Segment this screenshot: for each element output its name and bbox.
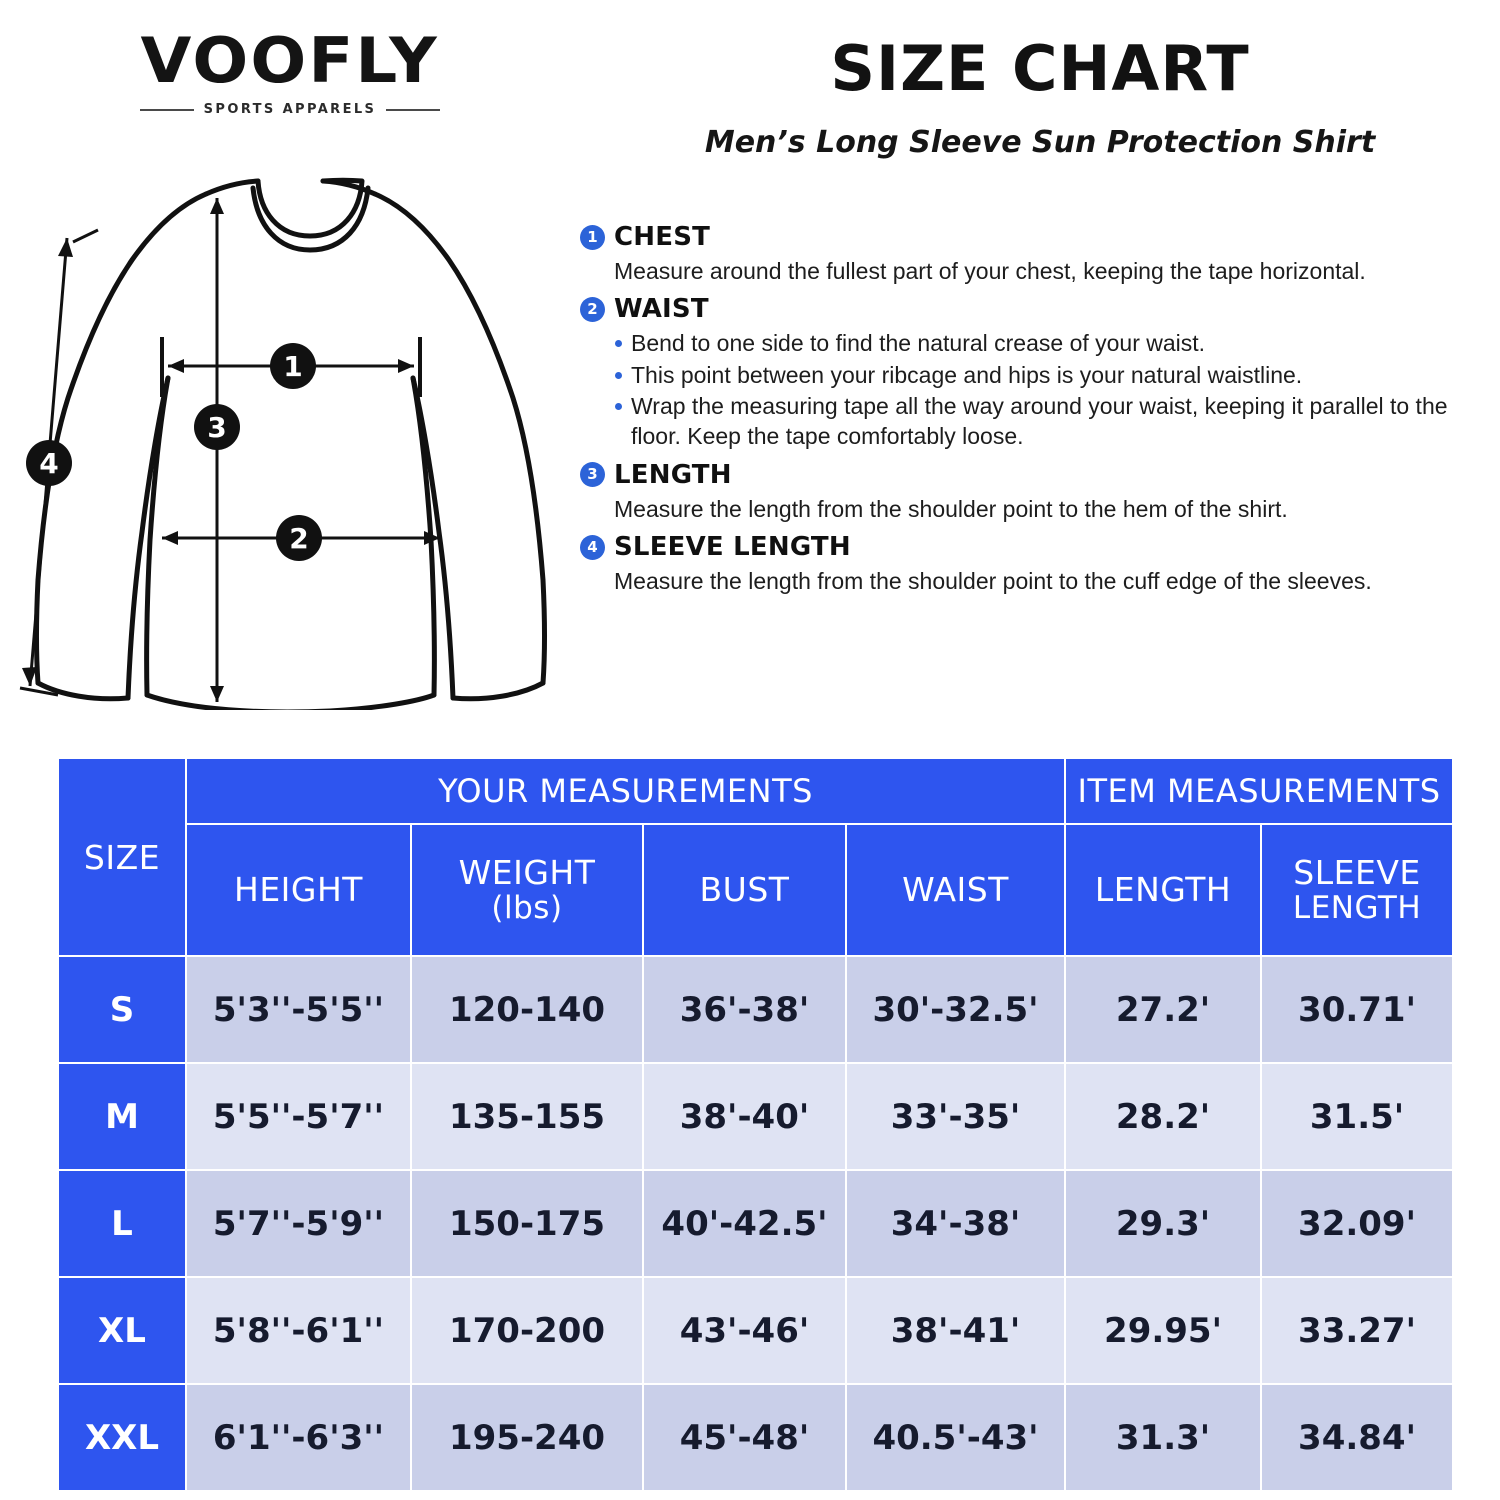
header-bust-label: BUST [699,869,790,909]
cell-size: XXL [58,1384,186,1491]
cell-length: 28.2' [1065,1063,1261,1170]
header-waist-label: WAIST [902,869,1009,909]
cell-size: L [58,1170,186,1277]
tagline-rule-right [386,109,440,111]
header-waist [846,824,1065,956]
cell-waist: 34'-38' [846,1170,1065,1277]
header-your-measurements: YOUR MEASUREMENTS [186,758,1065,824]
table-group-header-row [58,758,1453,824]
cell-sleeve-length: 30.71' [1261,956,1453,1063]
cell-waist: 38'-41' [846,1277,1065,1384]
instruction-chest [580,222,1480,286]
table-row [58,1063,1453,1170]
cell-sleeve-length: 32.09' [1261,1170,1453,1277]
page-title: SIZE CHART [830,32,1250,105]
tagline-rule-left [140,109,194,111]
instruction-waist-bullets [614,328,1480,451]
instruction-1-badge-icon: 1 [580,225,605,250]
cell-waist: 30'-32.5' [846,956,1065,1063]
instruction-length-header [580,460,1480,490]
top-section [0,0,1500,740]
instruction-waist [580,294,1480,451]
cell-sleeve-length: 31.5' [1261,1063,1453,1170]
brand-logo [0,24,580,117]
instruction-sleeve-length [580,532,1480,596]
header-weight-unit: (lbs) [491,890,563,927]
cell-bust: 38'-40' [643,1063,846,1170]
header-length [1065,824,1261,956]
list-item: Wrap the measuring tape all the way around your waist, keeping it parallel to the floor. Keep the tape comfortably loose. [614,391,1480,452]
cell-weight: 150-175 [411,1170,643,1277]
marker-3-length-dimension [194,198,240,702]
cell-height: 5'8''-6'1'' [186,1277,411,1384]
header-weight [411,824,643,956]
instruction-chest-header [580,222,1480,252]
cell-length: 29.3' [1065,1170,1261,1277]
cell-bust: 40'-42.5' [643,1170,846,1277]
size-table-container [57,757,1452,1492]
left-column [0,0,580,740]
instruction-sleeve-length-desc: Measure the length from the shoulder point to the cuff edge of the sleeves. [614,568,1372,595]
table-row [58,1277,1453,1384]
instruction-chest-desc: Measure around the fullest part of your chest, keeping the tape horizontal. [614,258,1366,284]
page-subtitle: Men’s Long Sleeve Sun Protection Shirt [704,125,1376,160]
right-column [580,0,1500,740]
cell-length: 31.3' [1065,1384,1261,1491]
list-item: This point between your ribcage and hips is your natural waistline. [614,360,1480,390]
instruction-length-title: LENGTH [614,459,732,490]
shirt-diagram [10,150,570,710]
header-weight-label: WEIGHT [458,852,596,892]
table-column-header-row [58,824,1453,956]
shirt-outline [37,180,545,710]
marker-1-label: 1 [283,350,303,383]
instruction-2-badge-icon: 2 [580,297,605,322]
cell-height: 5'7''-5'9'' [186,1170,411,1277]
header-length-label: LENGTH [1094,869,1232,909]
brand-name: VOOFLY [140,24,440,97]
header-sleeve-length-label: SLEEVE [1293,852,1421,892]
brand-tagline: SPORTS APPARELS [203,102,377,117]
cell-height: 5'5''-5'7'' [186,1063,411,1170]
marker-3-label: 3 [207,411,227,444]
cell-waist: 40.5'-43' [846,1384,1065,1491]
cell-weight: 170-200 [411,1277,643,1384]
cell-height: 6'1''-6'3'' [186,1384,411,1491]
instruction-sleeve-length-title: SLEEVE LENGTH [614,532,851,563]
instruction-chest-title: CHEST [614,222,711,252]
size-table-head [58,758,1453,956]
header-size: SIZE [58,758,186,956]
marker-2-waist-dimension [162,515,440,561]
brand-tagline-row [0,102,580,117]
instructions-list [580,222,1480,605]
marker-4-sleeve-dimension [20,230,98,695]
cell-sleeve-length: 34.84' [1261,1384,1453,1491]
header-height-label: HEIGHT [234,869,363,909]
header-item-measurements: ITEM MEASUREMENTS [1065,758,1453,824]
instruction-3-badge-icon: 3 [580,462,605,487]
instruction-sleeve-length-header [580,532,1480,562]
table-row [58,1384,1453,1491]
cell-size: S [58,956,186,1063]
header-bust [643,824,846,956]
header-height [186,824,411,956]
header-sleeve-length [1261,824,1453,956]
cell-bust: 36'-38' [643,956,846,1063]
list-item: Bend to one side to find the natural crease of your waist. [614,328,1480,358]
cell-length: 29.95' [1065,1277,1261,1384]
instruction-waist-title: WAIST [614,294,709,325]
table-row [58,956,1453,1063]
cell-bust: 45'-48' [643,1384,846,1491]
cell-size: XL [58,1277,186,1384]
cell-bust: 43'-46' [643,1277,846,1384]
cell-weight: 195-240 [411,1384,643,1491]
instruction-4-badge-icon: 4 [580,535,605,560]
instruction-length-desc: Measure the length from the shoulder point to the hem of the shirt. [614,495,1288,522]
cell-sleeve-length: 33.27' [1261,1277,1453,1384]
cell-length: 27.2' [1065,956,1261,1063]
cell-waist: 33'-35' [846,1063,1065,1170]
marker-1-chest-dimension [162,337,420,397]
size-table-body [58,956,1453,1491]
cell-size: M [58,1063,186,1170]
table-row [58,1170,1453,1277]
cell-height: 5'3''-5'5'' [186,956,411,1063]
cell-weight: 120-140 [411,956,643,1063]
size-table [57,757,1454,1492]
marker-4-label: 4 [39,447,59,480]
marker-2-label: 2 [289,522,309,555]
instruction-waist-header [580,294,1480,324]
instruction-length [580,460,1480,524]
cell-weight: 135-155 [411,1063,643,1170]
header-sleeve-length-label2: LENGTH [1292,890,1422,927]
